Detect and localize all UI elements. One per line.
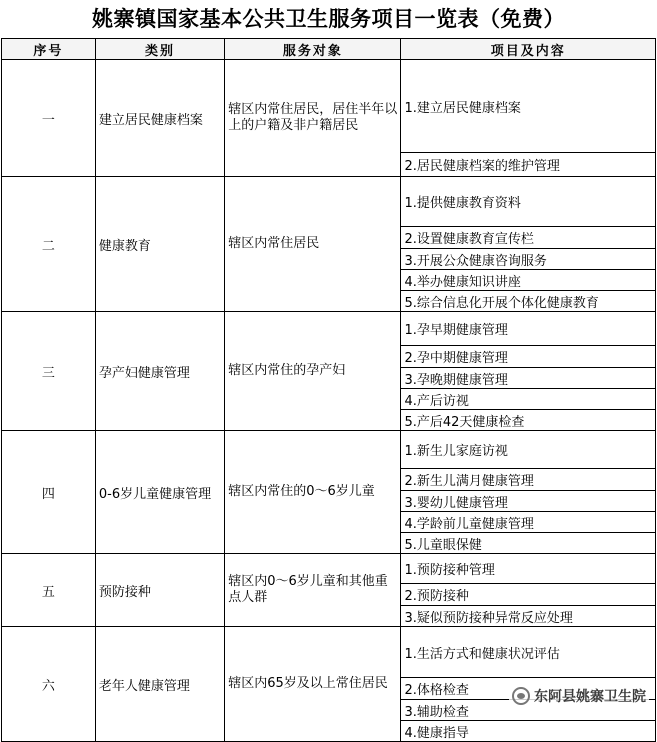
watermark-text: 东阿县姚寨卫生院 <box>534 689 646 705</box>
section-audience: 辖区内65岁及以上常住居民 <box>225 627 401 742</box>
section-item: 3.辅助检查 <box>401 700 656 721</box>
header-audience: 服务对象 <box>225 39 401 60</box>
services-table <box>1 38 656 742</box>
section-num: 三 <box>2 312 96 431</box>
section-item: 4.健康指导 <box>401 721 656 742</box>
section-category: 建立居民健康档案 <box>95 60 224 177</box>
table-row <box>2 554 656 584</box>
table-row <box>2 312 656 346</box>
section-num: 六 <box>2 627 96 742</box>
section-num: 二 <box>2 177 96 312</box>
section-item: 2.体格检查 <box>401 678 656 700</box>
section-item: 1.建立居民健康档案 <box>401 60 656 153</box>
section-item: 3.疑似预防接种异常反应处理 <box>401 606 656 627</box>
section-audience: 辖区内常住的0～6岁儿童 <box>225 431 401 554</box>
section-audience: 辖区内常住的孕产妇 <box>225 312 401 431</box>
header-category: 类别 <box>95 39 224 60</box>
header-num: 序号 <box>2 39 96 60</box>
section-category: 健康教育 <box>95 177 224 312</box>
section-num: 四 <box>2 431 96 554</box>
section-item: 1.生活方式和健康状况评估 <box>401 627 656 678</box>
section-item: 4.学龄前儿童健康管理 <box>401 512 656 533</box>
section-item: 2.预防接种 <box>401 584 656 606</box>
section-num: 五 <box>2 554 96 627</box>
header-items: 项目及内容 <box>401 39 656 60</box>
watermark <box>509 685 649 707</box>
section-item: 2.设置健康教育宣传栏 <box>401 227 656 249</box>
section-item: 2.孕中期健康管理 <box>401 346 656 368</box>
section-item: 5.儿童眼保健 <box>401 533 656 554</box>
section-audience: 辖区内常住居民 <box>225 177 401 312</box>
section-item: 5.产后42天健康检查 <box>401 410 656 431</box>
section-item: 4.产后访视 <box>401 389 656 410</box>
section-item: 1.孕早期健康管理 <box>401 312 656 346</box>
section-item: 3.开展公众健康咨询服务 <box>401 249 656 270</box>
wechat-icon <box>512 687 530 705</box>
section-category: 孕产妇健康管理 <box>95 312 224 431</box>
section-item: 1.预防接种管理 <box>401 554 656 584</box>
section-item: 3.婴幼儿健康管理 <box>401 491 656 512</box>
section-category: 预防接种 <box>95 554 224 627</box>
section-item: 5.综合信息化开展个体化健康教育 <box>401 291 656 312</box>
section-item: 4.举办健康知识讲座 <box>401 270 656 291</box>
section-audience: 辖区内0～6岁儿童和其他重点人群 <box>225 554 401 627</box>
section-num: 一 <box>2 60 96 177</box>
section-item: 2.新生儿满月健康管理 <box>401 469 656 491</box>
page-title: 姚寨镇国家基本公共卫生服务项目一览表（免费） <box>92 6 565 31</box>
section-category: 老年人健康管理 <box>95 627 224 742</box>
section-category: 0-6岁儿童健康管理 <box>95 431 224 554</box>
table-row <box>2 627 656 678</box>
section-item: 2.居民健康档案的维护管理 <box>401 153 656 177</box>
section-item: 1.新生儿家庭访视 <box>401 431 656 469</box>
header-row <box>2 39 656 60</box>
section-item: 1.提供健康教育资料 <box>401 177 656 227</box>
table-row <box>2 60 656 153</box>
table-row <box>2 431 656 469</box>
table-row <box>2 177 656 227</box>
section-audience: 辖区内常住居民，居住半年以上的户籍及非户籍居民 <box>225 60 401 177</box>
section-item: 3.孕晚期健康管理 <box>401 368 656 389</box>
